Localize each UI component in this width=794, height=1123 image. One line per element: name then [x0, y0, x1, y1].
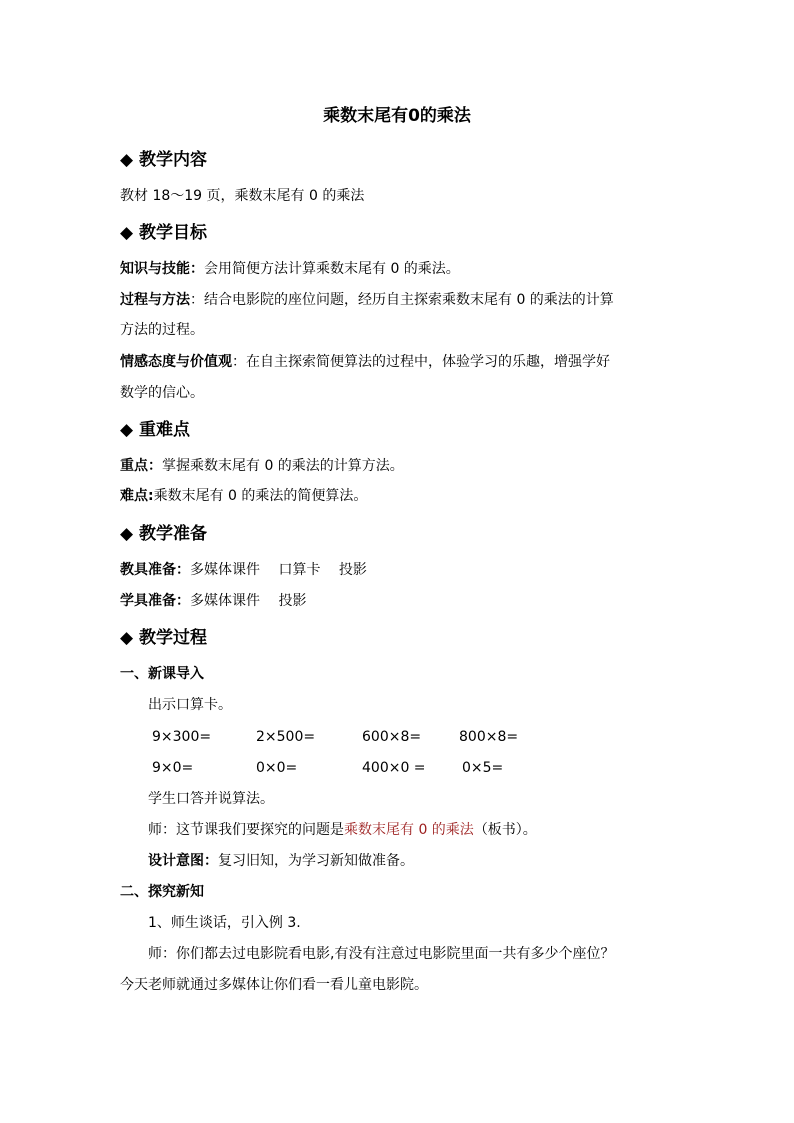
section-heading-objectives: ◆ 教学目标 [120, 223, 207, 243]
calc-cell: 800×8= [459, 729, 519, 745]
objective-attitude-cont: 数学的信心。 [120, 385, 204, 401]
student-answer-text: 学生口答并说算法。 [148, 791, 274, 807]
calc-cell: 600×8= [362, 729, 422, 745]
calc-cell: 400×0 = [362, 760, 426, 776]
keypoint-focus: 重点：掌握乘数末尾有 0 的乘法的计算方法。 [120, 458, 404, 474]
objective-attitude: 情感态度与价值观：在自主探索简便算法的过程中，体验学习的乐趣，增强学好 [120, 354, 610, 370]
design-intent: 设计意图：复习旧知，为学习新知做准备。 [148, 853, 414, 869]
part-new-lesson-intro: 一、新课导入 [120, 666, 204, 682]
teacher-question: 师：你们都去过电影院看电影,有没有注意过电影院里面一共有多少个座位？ [148, 946, 615, 962]
calc-cell: 9×0= [152, 760, 194, 776]
calc-cell: 0×0= [256, 760, 298, 776]
teacher-question-cont: 今天老师就通过多媒体让你们看一看儿童电影院。 [120, 977, 428, 993]
part-explore-new: 二、探究新知 [120, 884, 204, 900]
calc-cell: 9×300= [152, 729, 212, 745]
show-cards-text: 出示口算卡。 [148, 697, 232, 713]
dialogue-intro: 1、师生谈话，引入例 3. [148, 915, 301, 931]
calc-cell: 0×5= [462, 760, 504, 776]
objective-process: 过程与方法：结合电影院的座位问题，经历自主探索乘数末尾有 0 的乘法的计算 [120, 292, 614, 308]
objective-knowledge: 知识与技能：会用简便方法计算乘数末尾有 0 的乘法。 [120, 261, 460, 277]
objective-process-cont: 方法的过程。 [120, 322, 204, 338]
student-preparation: 学具准备：多媒体课件 投影 [120, 593, 307, 609]
page-title: 乘数末尾有0的乘法 [323, 106, 471, 126]
section-heading-keypoints: ◆ 重难点 [120, 420, 190, 440]
teacher-intro-text: 师：这节课我们要探究的问题是乘数末尾有 0 的乘法（板书）。 [148, 822, 537, 838]
content-text: 教材 18～19 页，乘数末尾有 0 的乘法 [120, 188, 365, 204]
section-heading-preparation: ◆ 教学准备 [120, 524, 207, 544]
teacher-preparation: 教具准备：多媒体课件 口算卡 投影 [120, 562, 367, 578]
section-heading-content: ◆ 教学内容 [120, 150, 207, 170]
keypoint-difficulty: 难点:乘数末尾有 0 的乘法的简便算法。 [120, 488, 368, 504]
calc-cell: 2×500= [256, 729, 316, 745]
section-heading-process: ◆ 教学过程 [120, 628, 207, 648]
